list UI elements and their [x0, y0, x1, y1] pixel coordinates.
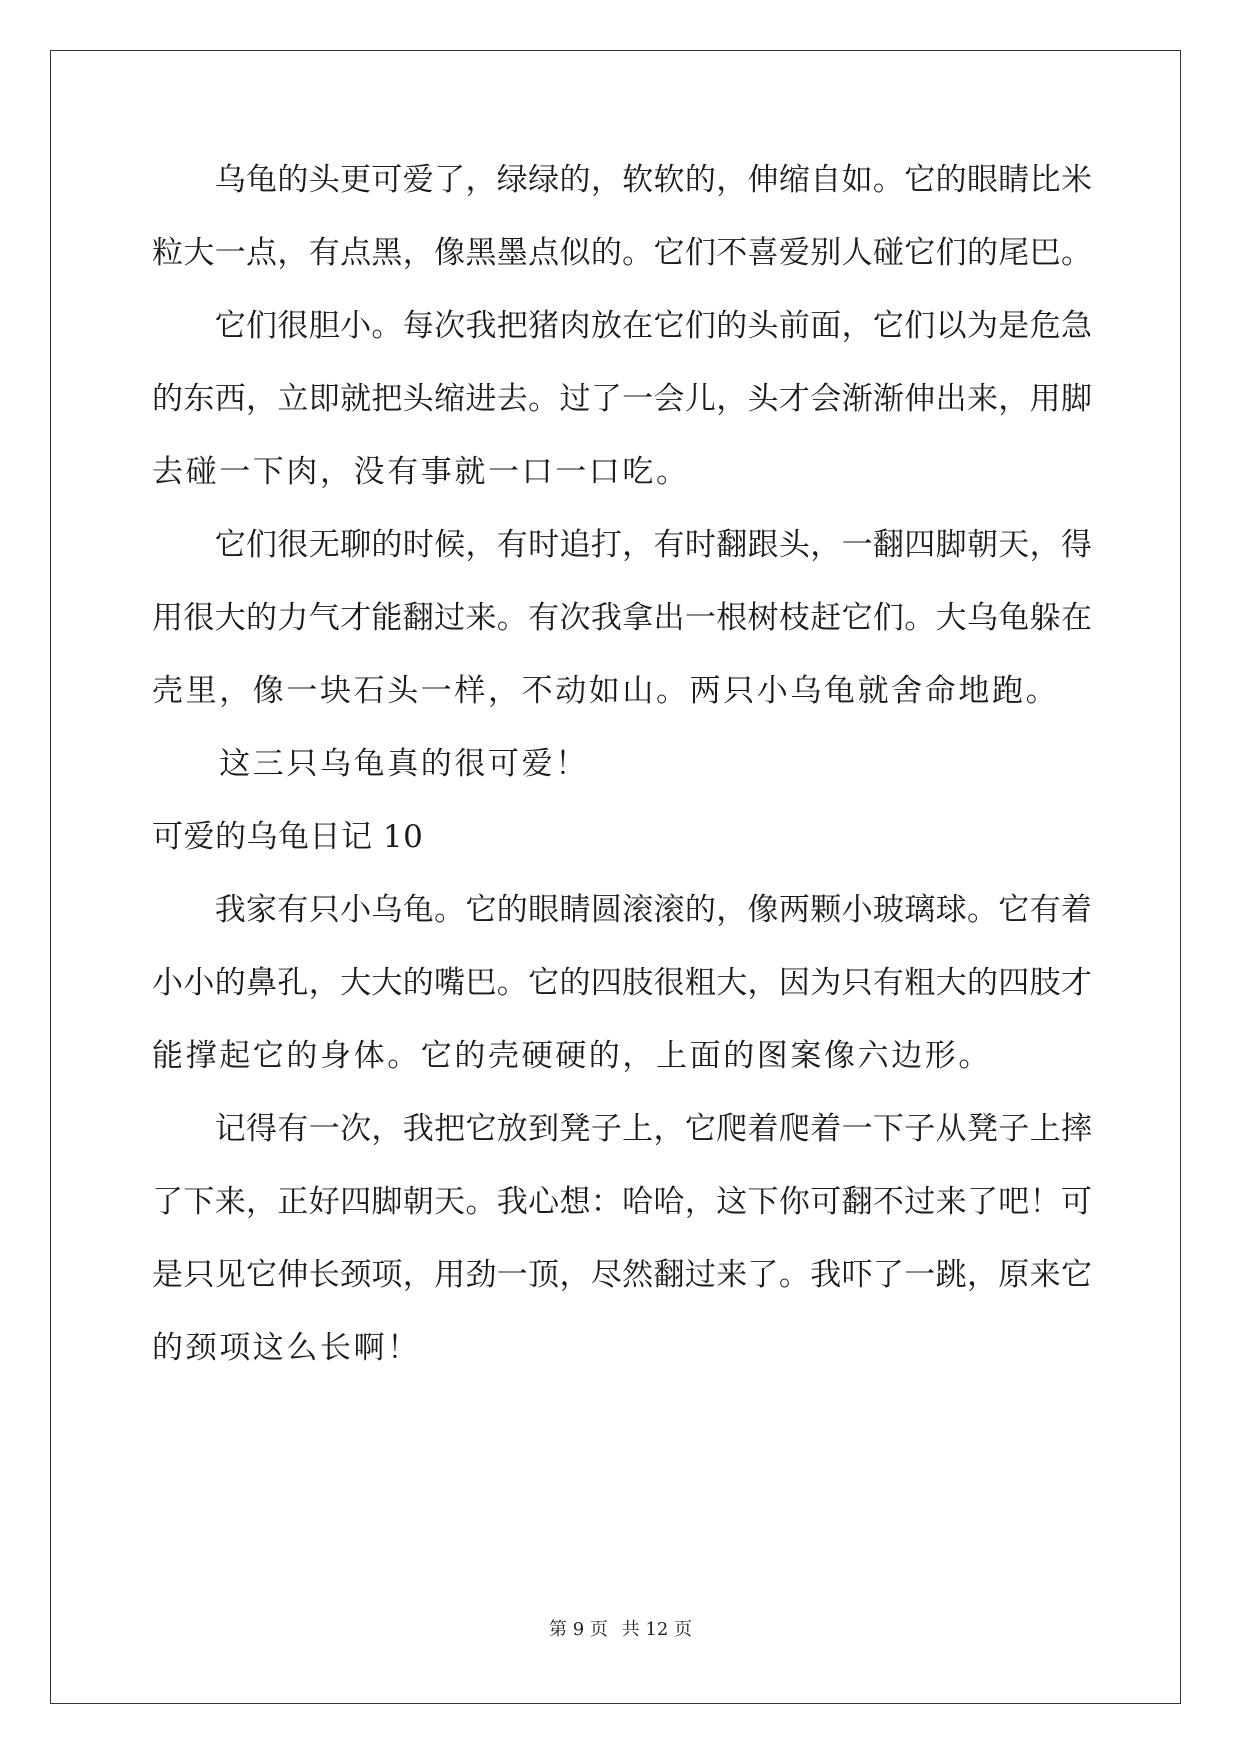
text-line: 能撑起它的身体。它的壳硬硬的，上面的图案像六边形。 [152, 1038, 992, 1074]
text-line: 记得有一次，我把它放到凳子上，它爬着爬着一下子从凳子上摔 [152, 1111, 1092, 1147]
text-line: 的东西，立即就把头缩进去。过了一会儿，头才会渐渐伸出来，用脚 [152, 381, 1092, 417]
page-border [50, 50, 1181, 1704]
page-footer [0, 1615, 1241, 1641]
text-line: 我家有只小乌龟。它的眼睛圆滚滚的，像两颗小玻璃球。它有着 [152, 892, 1092, 928]
text-line: 是只见它伸长颈项，用劲一顶，尽然翻过来了。我吓了一跳，原来它 [152, 1257, 1092, 1293]
text-line: 它们很胆小。每次我把猪肉放在它们的头前面，它们以为是危急 [152, 308, 1092, 344]
text-line: 的颈项这么长啊！ [152, 1330, 421, 1366]
text-line: 小小的鼻孔，大大的嘴巴。它的四肢很粗大，因为只有粗大的四肢才 [152, 965, 1092, 1001]
text-line: 它们很无聊的时候，有时追打，有时翻跟头，一翻四脚朝天，得 [152, 527, 1092, 563]
text-line: 了下来，正好四脚朝天。我心想：哈哈，这下你可翻不过来了吧！可 [152, 1184, 1092, 1220]
text-line: 壳里，像一块石头一样，不动如山。两只小乌龟就舍命地跑。 [152, 673, 1060, 709]
page-total: 共 12 页 [621, 1619, 692, 1640]
text-line: 这三只乌龟真的很可爱！ [152, 746, 589, 782]
page-number: 第 9 页 [549, 1619, 608, 1640]
text-line: 去碰一下肉，没有事就一口一口吃。 [152, 454, 690, 490]
section-heading: 可爱的乌龟日记 10 [152, 819, 424, 855]
text-line: 粒大一点，有点黑，像黑墨点似的。它们不喜爱别人碰它们的尾巴。 [152, 235, 1092, 271]
text-line: 用很大的力气才能翻过来。有次我拿出一根树枝赶它们。大乌龟躲在 [152, 600, 1092, 636]
text-line: 乌龟的头更可爱了，绿绿的，软软的，伸缩自如。它的眼睛比米 [152, 162, 1092, 198]
